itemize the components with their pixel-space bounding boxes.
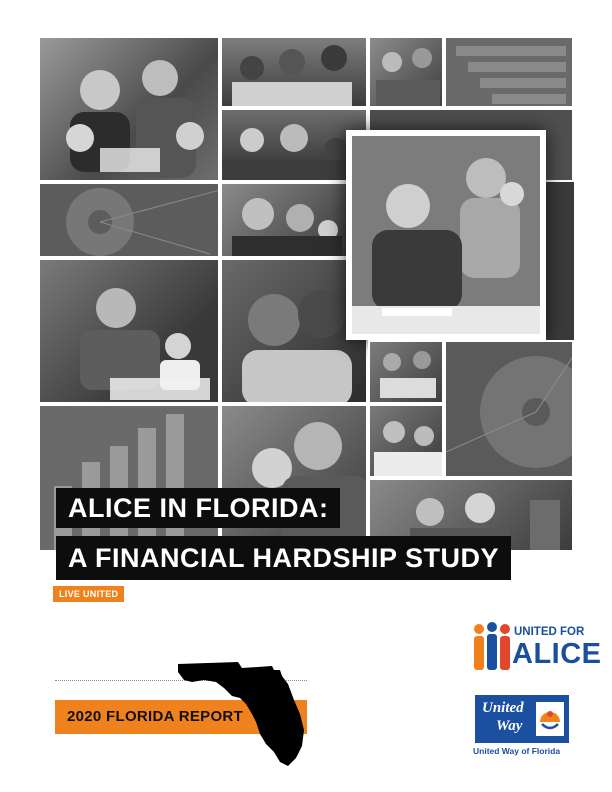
photo-grandparents bbox=[220, 182, 350, 258]
graphic-stairs bbox=[444, 36, 574, 108]
report-title-line1: ALICE IN FLORIDA: bbox=[56, 488, 340, 528]
photo-children-with-father bbox=[220, 36, 368, 108]
united-way-logo bbox=[475, 695, 569, 743]
report-title-line2: A FINANCIAL HARDSHIP STUDY bbox=[56, 536, 511, 580]
florida-map-icon bbox=[176, 658, 306, 770]
photo-featured-family bbox=[346, 130, 546, 340]
live-united-tag: LIVE UNITED bbox=[53, 586, 124, 602]
united-for-alice-people-icon bbox=[472, 622, 512, 672]
graphic-bar-chart bbox=[38, 404, 220, 552]
report-year-label: 2020 FLORIDA REPORT bbox=[55, 700, 307, 734]
photo-couple-paperwork bbox=[368, 340, 444, 404]
united-for-alice-line1: UNITED FOR bbox=[514, 626, 585, 638]
photo-father-daughter bbox=[220, 404, 368, 552]
photo-mother-child-table bbox=[368, 36, 444, 108]
united-way-line2: Way bbox=[496, 718, 523, 734]
photo-father-stressed-bills bbox=[38, 258, 220, 404]
photo-family-reading bbox=[38, 36, 220, 182]
photo-collage bbox=[38, 36, 574, 552]
united-way-caption: United Way of Florida bbox=[473, 746, 561, 756]
united-way-emblem-icon bbox=[536, 702, 564, 736]
united-for-alice-line2: ALICE bbox=[512, 638, 602, 670]
graphic-circle-diagram bbox=[38, 182, 220, 258]
graphic-circle-diagram-large bbox=[444, 340, 574, 478]
united-way-line1: United bbox=[482, 700, 524, 716]
photo-child-homework bbox=[368, 404, 444, 478]
